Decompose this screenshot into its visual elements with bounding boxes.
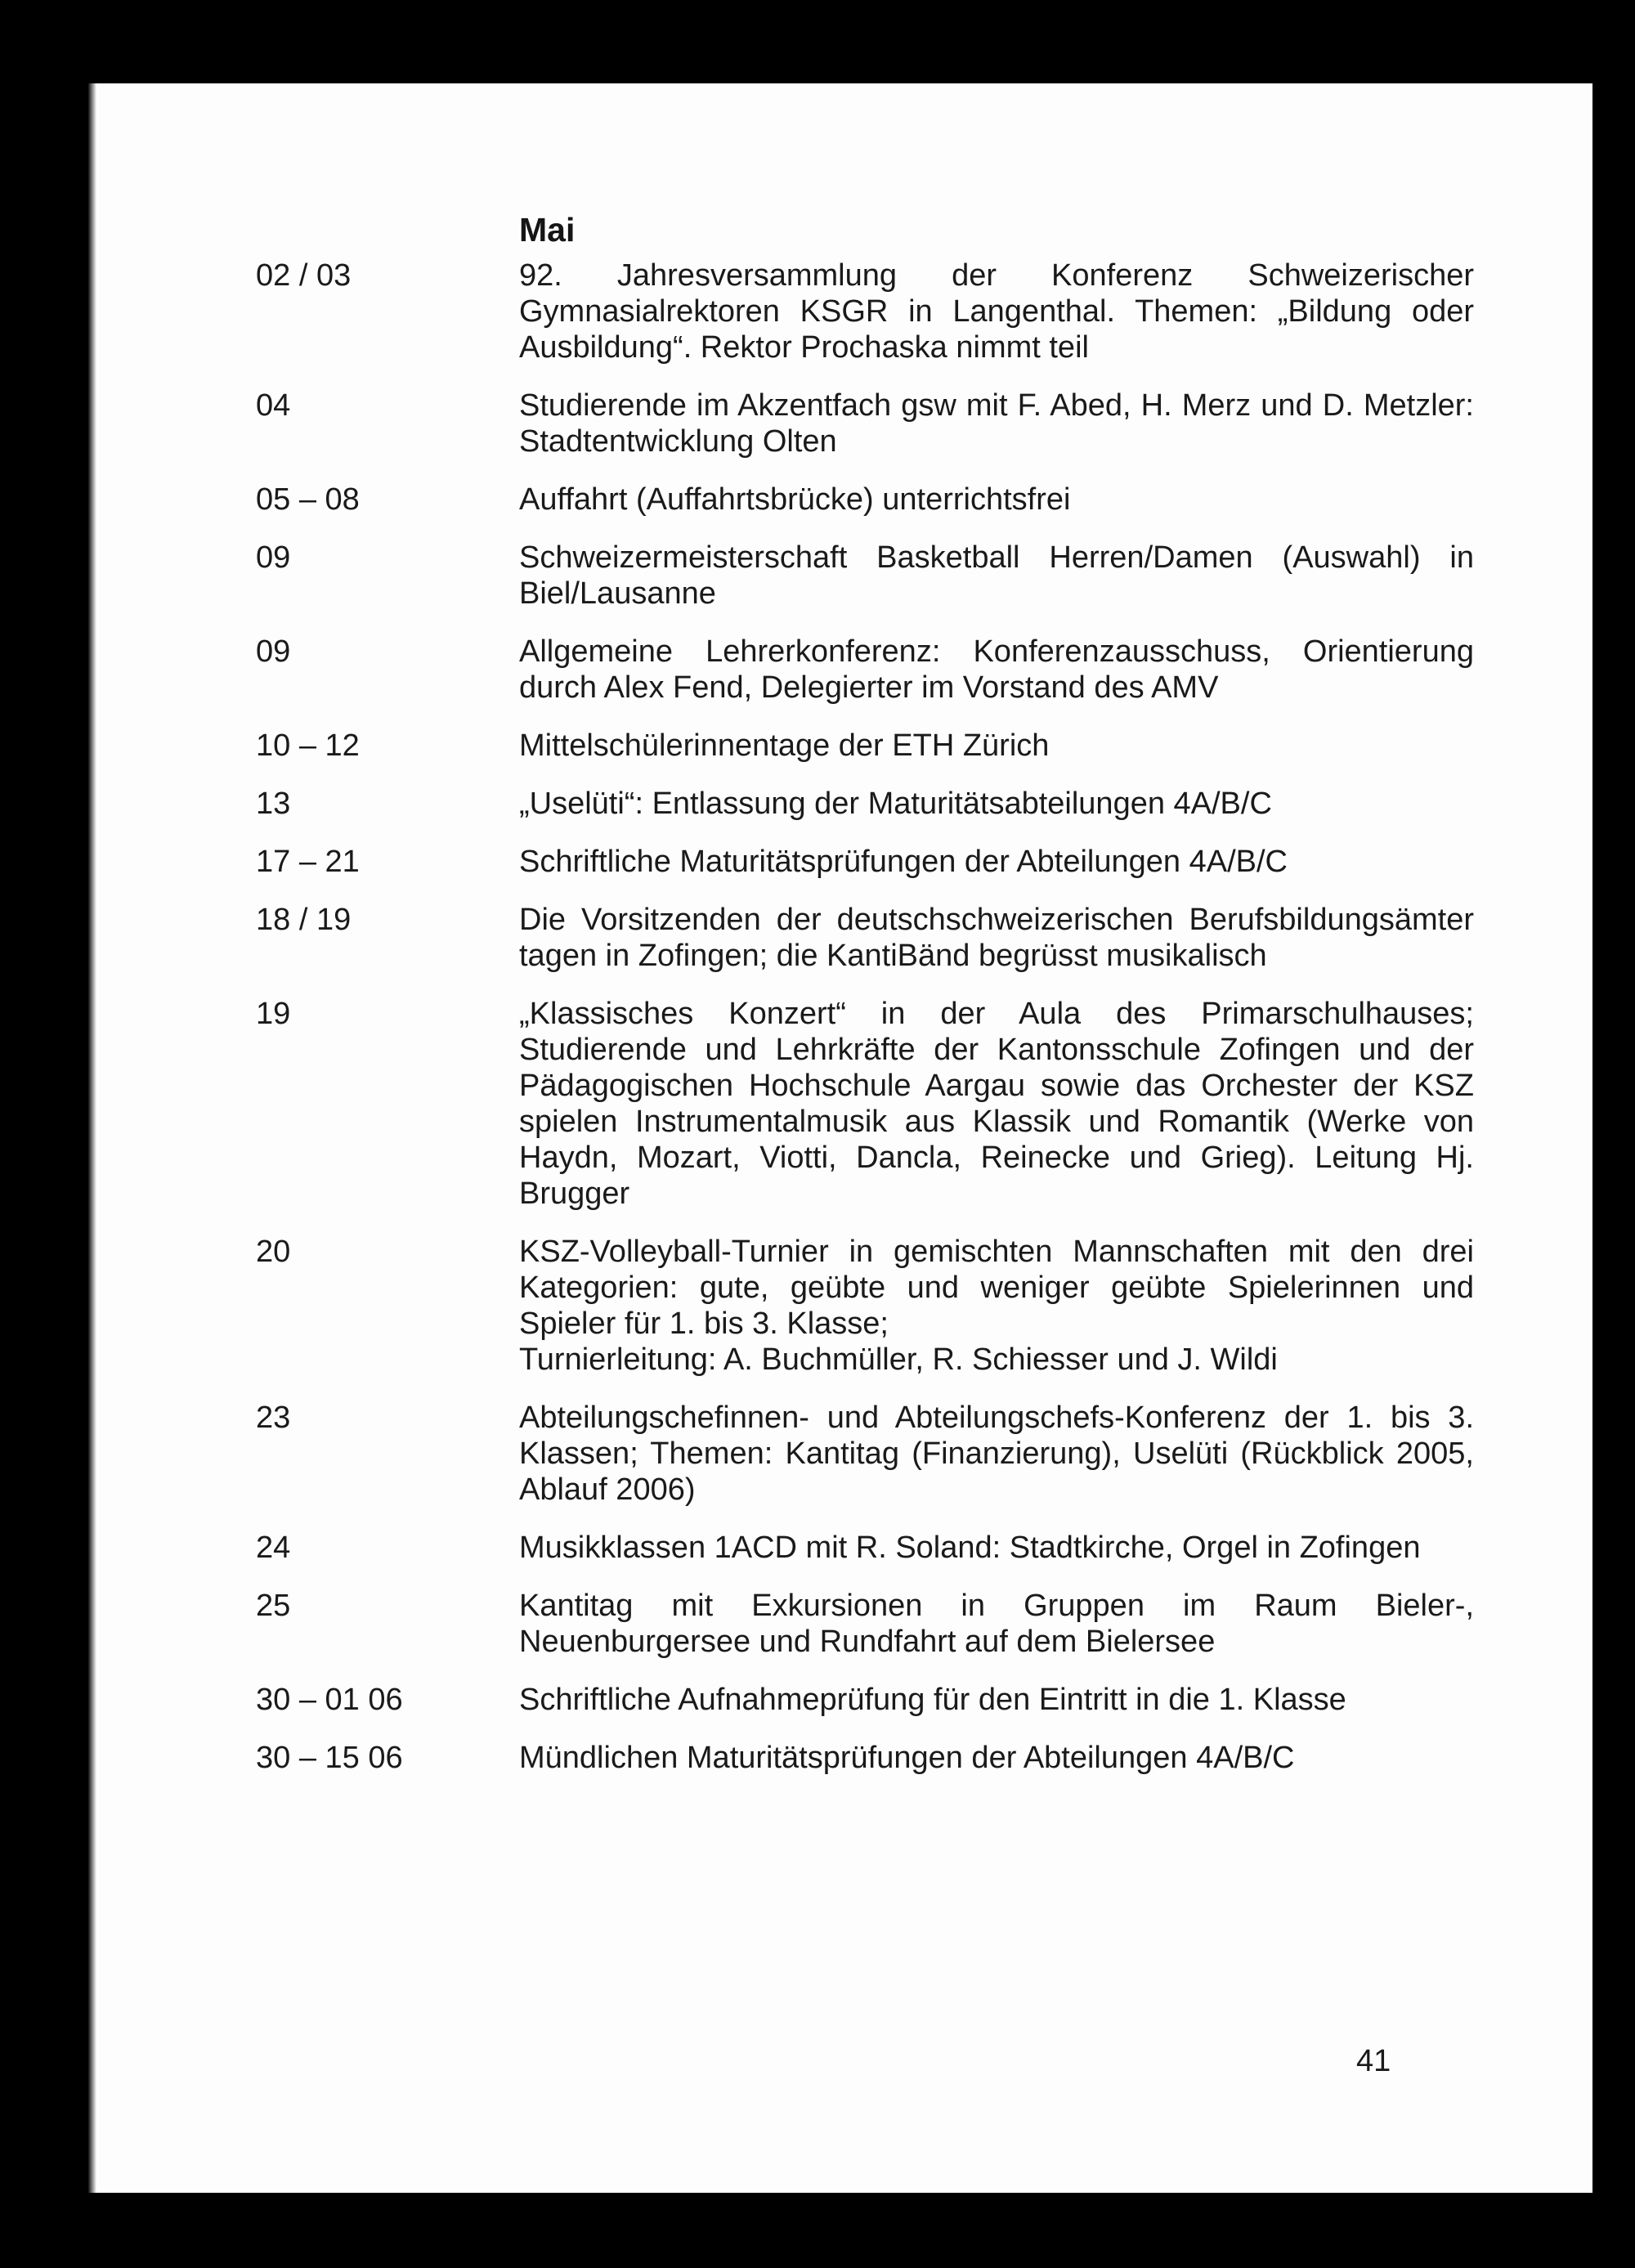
- entry-row: [256, 1740, 1474, 1776]
- entry-date: 30 – 01 06: [256, 1683, 403, 1717]
- entry-row: [256, 996, 1474, 1212]
- entry-date: 23: [256, 1401, 291, 1435]
- entry-date: 30 – 15 06: [256, 1741, 403, 1775]
- month-heading: Mai: [519, 211, 576, 249]
- entry-date: 19: [256, 997, 291, 1031]
- entry-text: Schriftliche Maturitätsprüfungen der Abteilungen 4A/B/C: [519, 845, 1288, 879]
- entry-text: Studierende im Akzentfach gsw mit F. Abed, H. Merz und D. Metzler: Stadtentwicklung Olten: [519, 388, 1474, 459]
- entry-row: [256, 388, 1474, 459]
- entry-text: Mündlichen Maturitätsprüfungen der Abteilungen 4A/B/C: [519, 1741, 1295, 1775]
- entry-date: 18 / 19: [256, 903, 352, 937]
- entry-date: 13: [256, 787, 291, 821]
- entry-row: [256, 1682, 1474, 1718]
- entry-row: [256, 1234, 1474, 1378]
- document-page: [88, 83, 1592, 2193]
- entry-row: [256, 1400, 1474, 1508]
- entry-row: [256, 786, 1474, 822]
- page-number: 41: [1356, 2044, 1391, 2078]
- entry-text: Mittelschülerinnentage der ETH Zürich: [519, 728, 1050, 763]
- entry-text: KSZ-Volleyball-Turnier in gemischten Mannschaften mit den drei Kategorien: gute, geübte und weniger geübte Spielerinnen und Spieler für 1. bis 3. Klasse; Turnierleitung: A. Buchmüller, R. Schiesser und J. Wildi: [519, 1235, 1474, 1377]
- entry-row: [256, 902, 1474, 974]
- entry-row: [256, 540, 1474, 612]
- entry-text: Musikklassen 1ACD mit R. Soland: Stadtkirche, Orgel in Zofingen: [519, 1531, 1421, 1565]
- entry-date: 17 – 21: [256, 845, 360, 879]
- entry-date: 04: [256, 388, 291, 423]
- entry-row: [256, 1530, 1474, 1566]
- entry-row: [256, 634, 1474, 706]
- entry-date: 05 – 08: [256, 482, 360, 517]
- entry-date: 10 – 12: [256, 728, 360, 763]
- entry-text: Kantitag mit Exkursionen in Gruppen im Raum Bieler-, Neuenburgersee und Rundfahrt auf dem Bielersee: [519, 1589, 1474, 1659]
- entry-row: [256, 482, 1474, 518]
- chronicle-entries: [256, 258, 1474, 1798]
- entry-text: „Klassisches Konzert“ in der Aula des Primarschulhauses; Studierende und Lehrkräfte der Kantonsschule Zofingen und der Pädagogischen Hochschule Aargau sowie das Orchester der KSZ spielen Instrumentalmusik aus Klassik und Romantik (Werke von Haydn, Mozart, Viotti, Dancla, Reinecke und Grieg). Leitung Hj. Brugger: [519, 997, 1474, 1211]
- entry-text: Abteilungschefinnen- und Abteilungschefs-Konferenz der 1. bis 3. Klassen; Themen: Kantitag (Finanzierung), Uselüti (Rückblick 2005, Ablauf 2006): [519, 1401, 1474, 1507]
- entry-text: 92. Jahresversammlung der Konferenz Schweizerischer Gymnasialrektoren KSGR in Langenthal. Themen: „Bildung oder Ausbildung“. Rektor Prochaska nimmt teil: [519, 258, 1474, 365]
- entry-date: 20: [256, 1235, 291, 1269]
- entry-text: „Uselüti“: Entlassung der Maturitätsabteilungen 4A/B/C: [519, 787, 1272, 821]
- entry-text: Schweizermeisterschaft Basketball Herren/Damen (Auswahl) in Biel/Lausanne: [519, 540, 1474, 611]
- entry-row: [256, 844, 1474, 880]
- entry-row: [256, 258, 1474, 365]
- entry-date: 09: [256, 540, 291, 575]
- entry-date: 02 / 03: [256, 258, 352, 293]
- entry-text: Schriftliche Aufnahmeprüfung für den Eintritt in die 1. Klasse: [519, 1683, 1346, 1717]
- scan-edge: [88, 83, 96, 2193]
- entry-row: [256, 728, 1474, 764]
- entry-date: 09: [256, 634, 291, 669]
- entry-text: Allgemeine Lehrerkonferenz: Konferenzausschuss, Orientierung durch Alex Fend, Delegierter im Vorstand des AMV: [519, 634, 1474, 705]
- entry-text: Die Vorsitzenden der deutschschweizerischen Berufsbildungsämter tagen in Zofingen; die KantiBänd begrüsst musikalisch: [519, 903, 1474, 973]
- entry-row: [256, 1588, 1474, 1660]
- entry-text: Auffahrt (Auffahrtsbrücke) unterrichtsfrei: [519, 482, 1071, 517]
- entry-date: 25: [256, 1589, 291, 1623]
- entry-date: 24: [256, 1531, 291, 1565]
